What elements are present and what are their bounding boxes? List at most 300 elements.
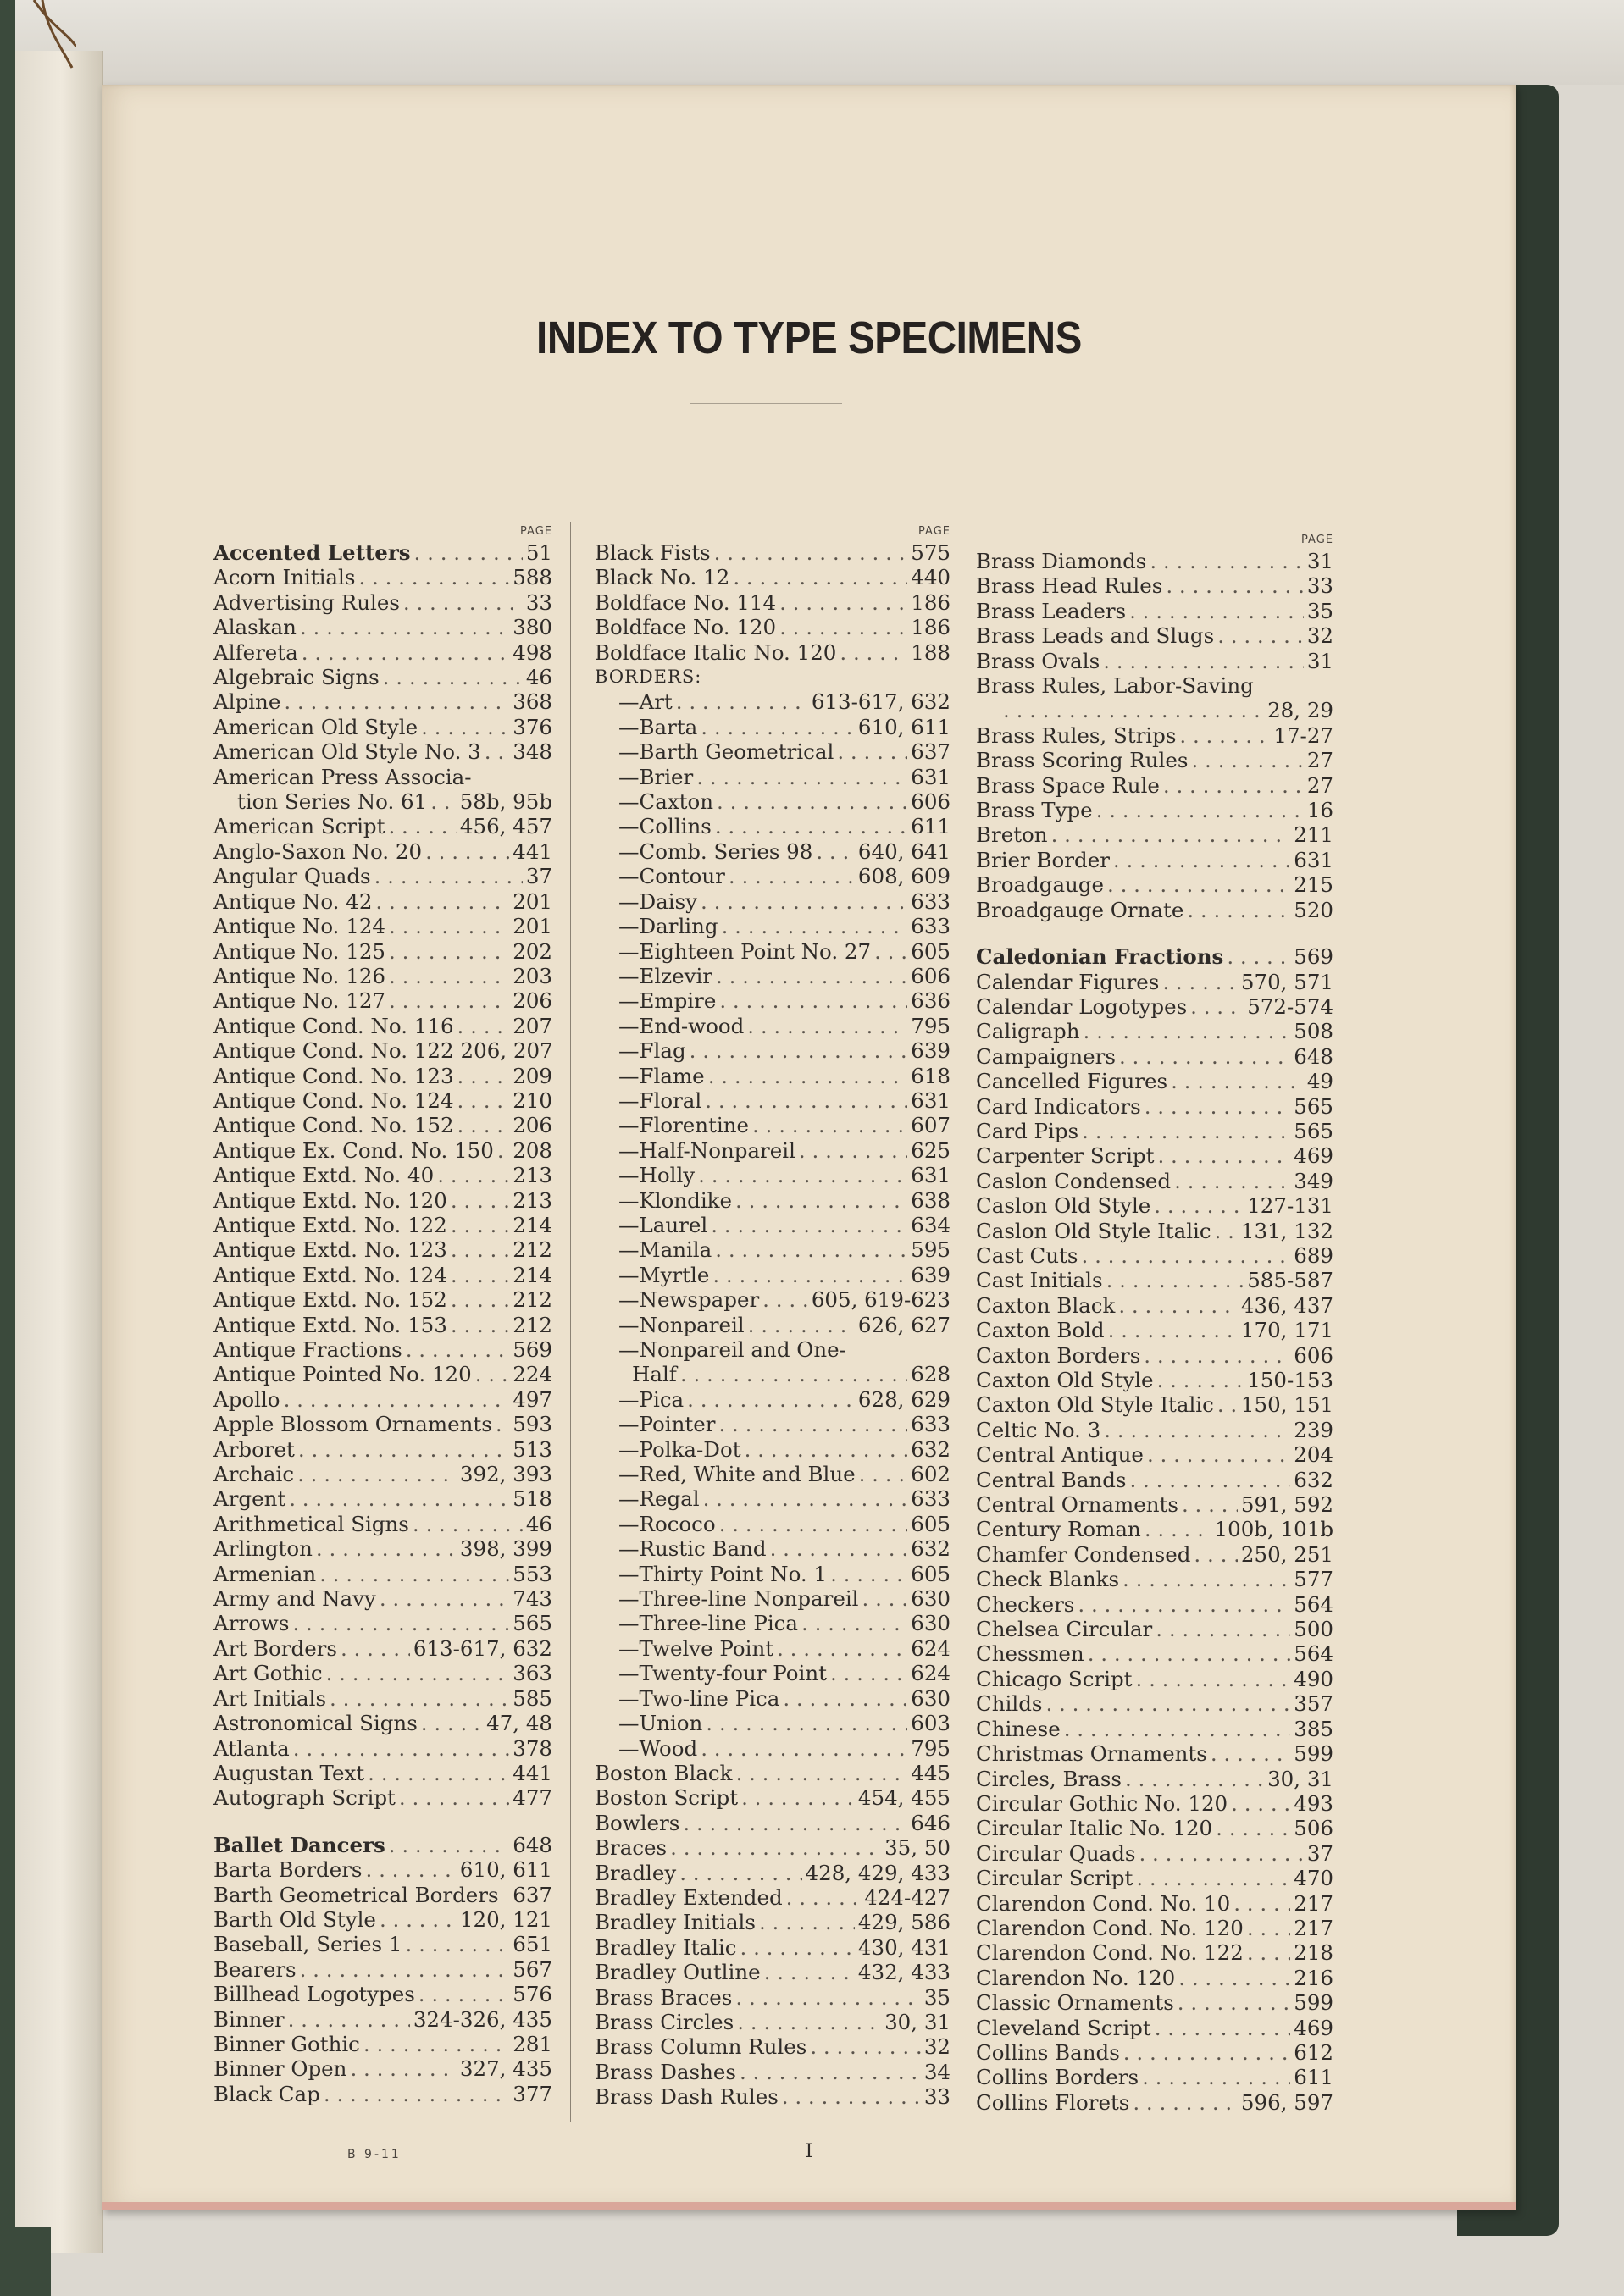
entry-name: Angular Quads — [213, 864, 371, 889]
dot-leader — [1113, 848, 1290, 872]
entry-page: 224 — [513, 1362, 552, 1387]
entry-name: Central Antique — [976, 1442, 1144, 1468]
entry-page: 553 — [513, 1561, 552, 1586]
dot-leader — [1064, 1717, 1291, 1741]
index-entry — [213, 2082, 552, 2106]
entry-name: —Flame — [618, 1063, 705, 1088]
index-entry — [976, 2040, 1333, 2065]
dot-leader — [374, 864, 523, 888]
index-entry — [595, 1362, 951, 1386]
entry-page: 591, 592 — [1240, 1492, 1333, 1518]
page-column-header: PAGE — [520, 525, 552, 538]
entry-name: —Art — [618, 689, 673, 715]
entry-page: 513 — [513, 1436, 552, 1462]
entry-name: —Myrtle — [618, 1262, 710, 1287]
entry-page: 569 — [1294, 944, 1333, 970]
index-entry — [595, 939, 951, 964]
index-entry — [976, 1816, 1333, 1840]
dot-leader — [413, 1512, 523, 1536]
index-entry — [595, 1313, 951, 1337]
entry-name: tion Series No. 61 — [237, 789, 428, 815]
entry-page: 35 — [923, 1984, 951, 2010]
entry-page: 46 — [525, 1511, 552, 1536]
index-entry — [976, 1392, 1333, 1417]
entry-name: Caxton Black — [976, 1292, 1116, 1318]
dot-leader — [701, 1736, 907, 1761]
index-entry — [595, 1686, 951, 1711]
entry-name: Brier Border — [976, 847, 1110, 872]
index-entry — [213, 2056, 552, 2081]
dot-leader — [715, 814, 907, 838]
index-entry — [595, 1512, 951, 1536]
entry-page: 743 — [513, 1586, 552, 1612]
index-entry — [213, 1857, 552, 1882]
entry-name: Chinese — [976, 1716, 1061, 1741]
dot-leader — [300, 615, 509, 639]
entry-page: 606 — [911, 963, 951, 988]
index-entry — [595, 1387, 951, 1412]
index-entry — [595, 540, 951, 565]
dot-leader — [380, 1586, 509, 1611]
entry-name: —Polka-Dot — [618, 1436, 741, 1462]
entry-name: Calendar Logotypes — [976, 993, 1188, 1019]
index-entry — [213, 988, 552, 1013]
entry-page: 49 — [1306, 1069, 1333, 1094]
index-entry — [213, 1188, 552, 1213]
entry-name: American Old Style — [213, 714, 418, 739]
entry-page: 58b, 95b — [459, 789, 552, 815]
entry-name: Half — [632, 1362, 677, 1387]
entry-page: 188 — [911, 639, 951, 665]
dot-leader — [1215, 1219, 1238, 1243]
entry-page: 565 — [513, 1611, 552, 1636]
entry-name: Acorn Initials — [213, 565, 356, 590]
index-entry — [976, 1094, 1333, 1119]
index-entry — [595, 789, 951, 814]
dot-leader — [1179, 723, 1270, 748]
dot-leader — [375, 889, 509, 914]
entry-page: 217 — [1294, 1890, 1333, 1916]
index-entry — [213, 1907, 552, 1932]
entry-name: Brass Dashes — [595, 2059, 736, 2084]
entry-page: 214 — [513, 1262, 552, 1287]
dot-leader — [406, 1932, 510, 1956]
dot-leader — [1166, 573, 1303, 598]
dot-leader — [714, 540, 908, 565]
index-entry — [213, 1711, 552, 1735]
dot-leader — [779, 615, 907, 639]
dot-leader — [711, 1213, 907, 1237]
dot-leader — [770, 1536, 908, 1561]
entry-page: 631 — [911, 764, 951, 789]
entry-name: Antique Extd. No. 122 — [213, 1212, 447, 1237]
index-entry — [976, 798, 1333, 822]
dot-leader — [735, 1985, 920, 2010]
entry-name: Collins Borders — [976, 2065, 1139, 2090]
index-entry — [976, 1592, 1333, 1617]
dot-leader — [1233, 1891, 1290, 1916]
entry-page: 377 — [513, 2081, 552, 2106]
entry-page: 33 — [1306, 573, 1333, 599]
entry-page: 250, 251 — [1240, 1541, 1333, 1567]
entry-page: 628, 629 — [857, 1386, 951, 1412]
dot-leader — [676, 689, 808, 714]
index-entry — [213, 1362, 552, 1386]
index-entry — [976, 1193, 1333, 1218]
entry-name: Collins Florets — [976, 2089, 1130, 2115]
dot-leader — [1082, 1119, 1290, 1143]
entry-name: Anglo-Saxon No. 20 — [213, 838, 423, 864]
index-entry — [213, 939, 552, 964]
dot-leader — [1103, 649, 1304, 673]
entry-name: Caxton Old Style — [976, 1368, 1154, 1392]
entry-name: Boston Black — [595, 1760, 733, 1785]
dot-leader — [368, 1761, 509, 1785]
dot-leader — [779, 590, 907, 615]
index-entry — [213, 1761, 552, 1785]
entry-page: 376 — [513, 714, 552, 739]
entry-name: —Rustic Band — [618, 1536, 767, 1562]
dot-leader — [733, 565, 907, 589]
dot-leader — [302, 640, 509, 665]
entry-name: Christmas Ornaments — [976, 1741, 1207, 1767]
dot-leader — [747, 1014, 907, 1038]
entry-page: 30, 31 — [884, 2009, 951, 2034]
index-entry — [976, 1468, 1333, 1492]
index-entry — [976, 1641, 1333, 1666]
index-entry — [976, 1268, 1333, 1292]
dot-leader — [1003, 698, 1264, 722]
entry-name: Alfereta — [213, 639, 298, 665]
entry-name: —Regal — [618, 1486, 700, 1512]
dot-leader — [1217, 1392, 1238, 1417]
entry-page: 625 — [911, 1137, 951, 1163]
dot-leader — [421, 1711, 483, 1735]
dot-leader — [366, 1857, 457, 1882]
index-entry — [213, 1138, 552, 1163]
index-entry — [213, 789, 552, 814]
entry-page: 612 — [1294, 2039, 1333, 2065]
dot-leader — [698, 1163, 907, 1187]
entry-page: 100b, 101b — [1214, 1517, 1333, 1542]
dot-leader — [1157, 1143, 1290, 1168]
entry-name: Barth Old Style — [213, 1906, 376, 1932]
dot-leader — [706, 1711, 907, 1735]
dot-leader — [830, 1661, 907, 1685]
entry-page: 206 — [513, 988, 552, 1014]
entry-page: 602 — [911, 1462, 951, 1487]
dot-leader — [741, 1785, 855, 1810]
dot-leader — [840, 640, 907, 665]
index-entry — [976, 623, 1333, 648]
index-entry — [213, 715, 552, 739]
entry-page: 454, 455 — [857, 1785, 951, 1811]
entry-page: 378 — [513, 1735, 552, 1761]
index-entry — [213, 1785, 552, 1810]
entry-page: 445 — [911, 1760, 951, 1785]
index-entry — [595, 665, 951, 689]
entry-name: Chicago Script — [976, 1666, 1133, 1691]
dot-leader — [418, 1982, 509, 2006]
dot-leader — [350, 2056, 456, 2081]
entry-page: 633 — [911, 888, 951, 914]
index-entry — [213, 1957, 552, 1982]
entry-page: 33 — [923, 2084, 951, 2110]
entry-name: Antique Extd. No. 152 — [213, 1287, 447, 1313]
index-entry — [976, 1243, 1333, 1268]
entry-name: —Red, White and Blue — [618, 1462, 856, 1487]
dot-leader — [389, 914, 509, 938]
index-entry — [976, 549, 1333, 573]
entry-page: 46 — [525, 665, 552, 690]
entry-page: 120, 121 — [459, 1906, 552, 1932]
entry-page: 17-27 — [1273, 722, 1333, 748]
index-entry — [595, 1038, 951, 1063]
dot-leader — [421, 715, 509, 739]
dot-leader — [715, 1237, 907, 1262]
entry-page: 429, 586 — [857, 1910, 951, 1935]
dot-leader — [748, 1313, 855, 1337]
entry-name: Binner — [213, 2006, 285, 2032]
index-entry — [595, 814, 951, 838]
entry-page: 603 — [911, 1711, 951, 1736]
index-entry — [595, 1263, 951, 1287]
index-entry — [976, 1841, 1333, 1866]
entry-page: 632 — [911, 1436, 951, 1462]
entry-page: 498 — [513, 639, 552, 665]
entry-page: 368 — [513, 689, 552, 715]
bookmark-ribbon-icon — [25, 0, 76, 85]
entry-page: 470 — [1294, 1866, 1333, 1891]
entry-name: Calendar Figures — [976, 969, 1160, 994]
entry-page: 606 — [1294, 1342, 1333, 1368]
entry-page: 214 — [513, 1212, 552, 1237]
entry-page: 651 — [513, 1932, 552, 1957]
dot-leader — [425, 839, 509, 864]
index-entry — [213, 1014, 552, 1038]
entry-page: 605, 619-623 — [811, 1287, 951, 1313]
entry-page: 576 — [513, 1982, 552, 2007]
entry-name: Caledonian Fractions — [976, 944, 1224, 970]
entry-page: 208 — [513, 1137, 552, 1163]
index-entry — [595, 2060, 951, 2084]
entry-name: Antique Cond. No. 124 — [213, 1087, 454, 1113]
entry-name: Circular Gothic No. 120 — [976, 1790, 1228, 1816]
dot-leader — [316, 1536, 457, 1561]
entry-name: Brass Scoring Rules — [976, 748, 1189, 773]
entry-page: 47, 48 — [486, 1711, 552, 1736]
entry-page: 441 — [513, 1760, 552, 1785]
dot-leader — [701, 889, 907, 914]
index-entry — [976, 822, 1333, 847]
dot-leader — [1045, 1691, 1290, 1716]
entry-name: American Old Style No. 3 — [213, 739, 481, 765]
entry-name: Circular Quads — [976, 1840, 1136, 1866]
entry-page: 201 — [513, 888, 552, 914]
entry-page: 637 — [513, 1882, 552, 1907]
entry-page: 636 — [911, 988, 951, 1014]
page-column-header: PAGE — [918, 525, 951, 538]
entry-name: Bradley — [595, 1860, 677, 1885]
entry-name: Caslon Old Style Italic — [976, 1218, 1211, 1243]
dot-leader — [1142, 2065, 1290, 2089]
index-entry — [595, 1237, 951, 1262]
entry-name: Antique No. 125 — [213, 938, 385, 964]
entry-name: Bradley Extended — [595, 1884, 783, 1910]
index-entry — [976, 773, 1333, 798]
entry-name: Bradley Outline — [595, 1960, 761, 1985]
entry-page: 440 — [911, 565, 951, 590]
dot-leader — [1150, 549, 1303, 573]
dot-leader — [1147, 1442, 1290, 1467]
page-number: I — [805, 2141, 813, 2162]
dot-leader — [1155, 2016, 1291, 2040]
dot-leader — [703, 1486, 908, 1511]
entry-page: 201 — [513, 914, 552, 939]
entry-name: Clarendon Cond. No. 10 — [976, 1890, 1231, 1916]
index-entry — [595, 2084, 951, 2109]
dot-leader — [736, 1761, 908, 1785]
entry-page: 477 — [513, 1785, 552, 1811]
entry-page: 150, 151 — [1240, 1392, 1333, 1418]
index-entry — [595, 1188, 951, 1213]
entry-page: 639 — [911, 1038, 951, 1064]
dot-leader — [1084, 1019, 1291, 1043]
dot-leader — [380, 1907, 457, 1932]
dot-leader — [729, 864, 855, 888]
entry-page: 593 — [513, 1412, 552, 1437]
index-entry — [595, 1113, 951, 1137]
index-entry — [595, 1437, 951, 1462]
entry-page: 611 — [1294, 2065, 1333, 2090]
entry-name: —Florentine — [618, 1113, 750, 1138]
entry-name: Alpine — [213, 689, 281, 715]
index-entry — [213, 814, 552, 838]
entry-page: 211 — [1294, 822, 1333, 848]
entry-page: 469 — [1294, 2015, 1333, 2040]
entry-name: Bradley Italic — [595, 1934, 737, 1960]
entry-page: 357 — [1294, 1691, 1333, 1717]
index-entry — [976, 723, 1333, 748]
dot-leader — [716, 964, 907, 988]
index-entry — [213, 839, 552, 864]
index-entry — [595, 964, 951, 988]
entry-name: —Elzevir — [618, 963, 713, 988]
entry-name: —Wood — [618, 1735, 698, 1761]
index-entry — [976, 1318, 1333, 1342]
index-entry — [213, 665, 552, 689]
dot-leader — [457, 1088, 510, 1113]
dot-leader — [388, 814, 456, 838]
entry-name: —Flag — [618, 1038, 686, 1064]
dot-leader — [389, 964, 509, 988]
entry-name: Brass Braces — [595, 1984, 733, 2010]
dot-leader — [324, 2082, 509, 2106]
entry-name: Augustan Text — [213, 1760, 365, 1785]
index-entry — [213, 1163, 552, 1187]
index-entry — [595, 640, 951, 665]
index-entry — [213, 914, 552, 938]
section-gap — [213, 1811, 552, 1833]
index-entry — [213, 1536, 552, 1561]
entry-name: —Holly — [618, 1163, 696, 1188]
index-entry — [976, 1691, 1333, 1716]
index-entry — [595, 1014, 951, 1038]
entry-name: Cancelled Figures — [976, 1069, 1168, 1094]
entry-page: 31 — [1306, 549, 1333, 573]
entry-name: Argent — [213, 1486, 286, 1512]
entry-page: 500 — [1294, 1617, 1333, 1642]
entry-page: 239 — [1294, 1417, 1333, 1442]
index-entry — [595, 1960, 951, 1984]
entry-name: Black Cap — [213, 2081, 320, 2106]
entry-page: 631 — [911, 1087, 951, 1113]
index-entry — [976, 1492, 1333, 1517]
dot-leader — [1231, 1791, 1290, 1816]
entry-page: 27 — [1306, 748, 1333, 773]
entry-name: —Union — [618, 1711, 703, 1736]
entry-name: Alaskan — [213, 615, 297, 640]
entry-name: Antique Cond. No. 122 — [213, 1038, 454, 1064]
index-entry — [213, 615, 552, 639]
dot-leader — [801, 1611, 907, 1635]
entry-name: BORDERS: — [595, 667, 702, 688]
entry-page: 212 — [513, 1287, 552, 1313]
entry-name: Bradley Initials — [595, 1910, 756, 1935]
index-entry — [595, 988, 951, 1013]
dot-leader — [1123, 2040, 1290, 2065]
entry-name: Antique Cond. No. 116 — [213, 1013, 454, 1038]
entry-name: Brass Type — [976, 798, 1093, 823]
dot-leader — [1162, 970, 1238, 994]
dot-leader — [1156, 1617, 1290, 1641]
entry-name: Ballet Dancers — [213, 1832, 385, 1857]
entry-name: Breton — [976, 822, 1048, 848]
index-entry — [976, 1069, 1333, 1093]
entry-page: 428, 429, 433 — [805, 1860, 951, 1885]
index-entry — [976, 1143, 1333, 1168]
index-entry — [595, 1761, 951, 1785]
entry-page: 631 — [1294, 847, 1333, 872]
entry-page: 632 — [911, 1536, 951, 1562]
entry-name: Baseball, Series 1 — [213, 1932, 402, 1957]
index-entry — [976, 1866, 1333, 1890]
index-entry — [595, 689, 951, 714]
entry-name: Clarendon Cond. No. 120 — [976, 1915, 1244, 1940]
index-entry — [595, 1213, 951, 1237]
index-entry — [976, 848, 1333, 872]
entry-page: 506 — [1294, 1816, 1333, 1841]
index-entry — [595, 1138, 951, 1163]
index-entry — [595, 1661, 951, 1685]
index-entry — [213, 565, 552, 589]
entry-page: 210 — [513, 1087, 552, 1113]
entry-name: Caslon Condensed — [976, 1168, 1172, 1193]
index-entry — [595, 1088, 951, 1113]
index-entry — [213, 1486, 552, 1511]
entry-name: Collins Bands — [976, 2039, 1120, 2065]
index-entry — [595, 1985, 951, 2010]
entry-name: Card Pips — [976, 1118, 1079, 1143]
entry-name: Atlanta — [213, 1735, 290, 1761]
index-entry — [595, 2034, 951, 2059]
entry-page: 648 — [1294, 1043, 1333, 1069]
dot-leader — [708, 1064, 908, 1088]
index-entry — [213, 640, 552, 665]
index-entry — [976, 1966, 1333, 1990]
index-entry — [595, 1412, 951, 1436]
entry-name: Bowlers — [595, 1810, 680, 1835]
